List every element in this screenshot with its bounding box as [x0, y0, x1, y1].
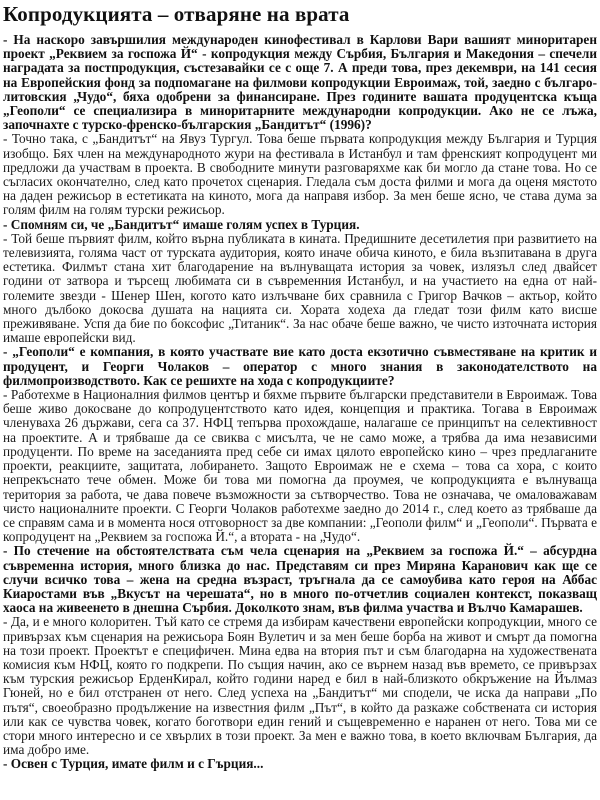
interview-answer: - Той беше първият филм, който върна публиката в кината. Предишните десетилетия при развитието на телевизията, голяма част от турската аудитория, която иначе обича киното, е била възпитавана в друга естетика. Филмът стана хит благодарение на вълнуващата история за човек, излязъл след двайсет години от затвора и търсещ любимата си в съвременния Истанбул, и на участието на една от най-големите звезди - Шенер Шен, когото като излъчване бих сравнила с Григор Вачков – актьор, който много дълбоко докосва душата на нацията си. Хората ходеха да гледат този филм като висше преживяване. Успя да бие по боксофис „Титаник“. За нас обаче беше важно, че чисто източната история имаше европейски вид. [3, 230, 597, 346]
interview-question: - На наскоро завършилия международен кинофестивал в Карлови Вари вашият миноритарен проект „Реквием за госпожа Й“ - копродукция между Сърбия, България и Македония – спечели наградата за постпродукция, състезавайки се с още 7. А преди това, през декември, на 141 сесия на Европейския фонд за подпомагане на филмови копродукции Евроимаж, той, заедно с българо-литовския „Чудо“, бяха одобрени за финансиране. През годините вашата продуцентска къща „Геополи“ се специализира в миноритарните международни копродукции. Ако не се лъжа, започнахте с турско-френско-българския „Бандитът“ (1996)? [3, 32, 597, 133]
interview-answer: - Работехме в Националния филмов център и бяхме първите български представители в Евроимаж. Това беше живо докосване до копродуцентството като идея, концепция и практика. Тогава в Евроимаж членуваха 26 държави, сега са 37. НФЦ тепърва прохождаше, налагаше се принципът на селективност на проектите. А и трябваше да се свиква с мисълта, че не само може, а трябва да има независими продуценти. По време на заседанията пред себе си имах цялото европейско кино – чрез предлаганите проекти, реакциите, защитата, лобирането. Защото Евроимаж не е схема – това са хора, с които непрекъснато тече обмен. Може би това ми помогна да проумея, че копродукцията е вълнуваща територия за работа, че дава повече възможности за сътворчество. Това не означава, че омаловажавам чисто националните проекти. С Георги Чолаков работехме заедно до 2014 г., след което аз трябваше да се справям сама и в момента нося отговорност за две компании: „Геополи филм“ и „Геополи“. Първата е копродуцент на „Реквием за госпожа Й.“, а втората - на „Чудо“. [3, 387, 597, 545]
interview-question: - По стечение на обстоятелствата съм чела сценария на „Реквием за госпожа Й.“ – абсурдна съвременна история, много близка до нас. Представям си през Миряна Каранович как ще се случи всичко това – жена на средна възраст, тръгнала да се самоубива като героя на Аббас Киаростами във „Вкусът на черешата“, но в много по-отчетлив социален контекст, показващ хаоса на живеенето в днешна Сърбия. Доколкото знам, във филма участва и Вълчо Камарашев. [3, 543, 597, 616]
interview-answer: - Точно така, с „Бандитът“ на Явуз Тургул. Това беше първата копродукция между България и Турция изобщо. Бях член на международното жури на фестивала в Истанбул и там френският копродуцент ми предложи да участвам в проекта. В свободните минути разговаряхме как би могло да стане това. Но се съгласих окончателно, след като прочетох сценария. Гледала съм доста филми и мога да оценя мястото на даден режисьор в естетиката на киното, мога да направя избор. За мен беше ясно, че става дума за голям филм на голям турски режисьор. [3, 131, 597, 218]
interview-question: - „Геополи“ е компания, в която участвате вие като доста екзотично съвместяване на критик и продуцент, и Георги Чолаков – оператор с много знания в законодателството на филмопроизводството. Как се решихте на хода с копродукциите? [3, 344, 597, 388]
interview-question: - Спомням си, че „Бандитът“ имаше голям успех в Турция. [3, 216, 360, 232]
article-title: Копродукцията – отваряне на врата [3, 2, 350, 26]
interview-question: - Освен с Турция, имате филм и с Гърция... [3, 756, 264, 772]
interview-answer: - Да, и е много колоритен. Тъй като се стремя да избирам качествени европейски копродукции, много се привързах към сценария на режисьора Боян Вулетич и за мен беше борба на живот и смърт да помогна на този проект. Проектът е специфичен. Мина едва на втория път и съм благодарна на художествената комисия към НФЦ, която го подкрепи. По същия начин, ако се върнем назад във времето, се привързах към турския режисьор ЕрденКирал, който години наред е бил в най-близкото обкръжение на Йълмаз Гюней, но е бил отстранен от него. След успеха на „Бандитът“ ми сподели, че иска да направи „По пътя“, своеобразно продължение на известния филм „Път“, в който да разкаже собствената си история или как се чувства човек, когато боготвори един гений и същевременно е наранен от него. Това ми се стори много интересно и се хвърлих в този проект. За мен е важно това, в което включвам България, да има добро име. [3, 614, 597, 758]
